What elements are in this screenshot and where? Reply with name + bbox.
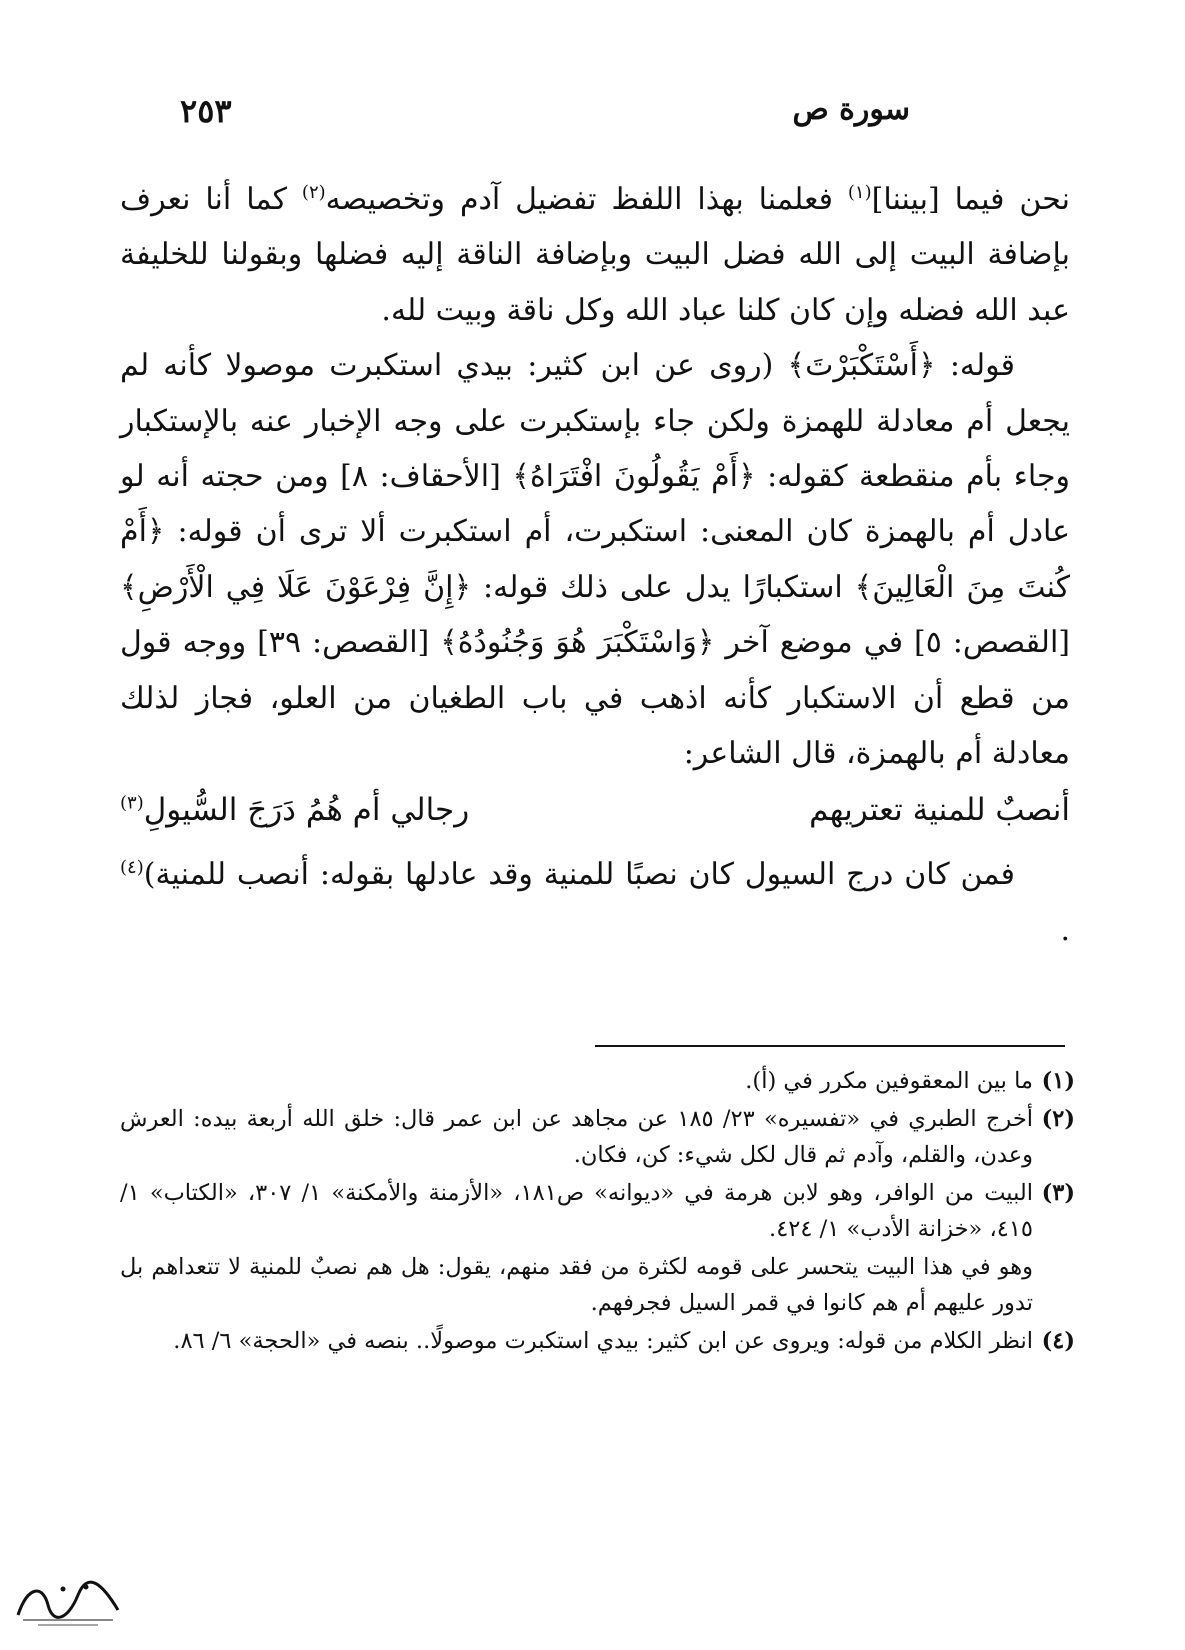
footnote-text: ما بين المعقوفين مكرر في (أ).: [745, 1068, 1033, 1094]
quran-quote: ﴿إِنَّ فِرْعَوْنَ عَلَا فِي الْأَرْضِ﴾: [120, 569, 472, 605]
quran-quote: ﴿وَاسْتَكْبَرَ هُوَ وَجُنُودُهُ﴾: [440, 625, 715, 661]
text-run: [الأحقاف: ٨] ومن حجته أنه لو عادل أم بالهمزة كان المعنى: استكبرت، أم استكبرت ألا ترى أن قوله:: [120, 459, 1070, 550]
footnote-number: (١): [1041, 1068, 1075, 1094]
footnote-number: (٢): [1041, 1106, 1075, 1132]
footnote-separator: [595, 1045, 1065, 1047]
footnote-2: [120, 1101, 1075, 1173]
paragraph-2: [120, 338, 1070, 781]
text-run: [القصص: ٥] في موضع آخر: [714, 625, 1070, 661]
footnote-text: البيت من الوافر، وهو لابن هرمة في «ديوانه» ص١٨١، «الأزمنة والأمكنة» ١/ ٣٠٧، «الكتاب» ١/ ٤١٥، «خزانة الأدب» ١/ ٤٢٤.: [120, 1180, 1033, 1242]
text-run: كما أنا نعرف بإضافة البيت إلى الله فضل البيت وبإضافة الناقة إليه فضلها وبقولنا للخليفة عبد الله فضله وإن كان كلنا عباد الله وكل ناقة وبيت لله.: [120, 182, 1070, 328]
footnote-ref-3[interactable]: (٣): [120, 793, 144, 815]
verse-text: رجالي أم هُمُ دَرَجَ السُّيولِ: [143, 792, 470, 829]
footnote-number: (٤): [1041, 1328, 1075, 1354]
verse-first-hemistich: أنصبٌ للمنية تعتريهم: [809, 792, 1070, 829]
publisher-logo: [8, 1575, 128, 1630]
text-run: استكبارًا يدل على ذلك قوله:: [471, 569, 855, 605]
footnote-3-continuation: وهو في هذا البيت يتحسر على قومه لكثرة من فقد منهم، يقول: هل هم نصبٌ للمنية لا تتعداهم بل تدور عليهم أم هم كانوا في قمر السيل فجرفهم.: [120, 1254, 1033, 1316]
page-number: ٢٥٣: [180, 92, 232, 130]
text-run: فمن كان درج السيول كان نصبًا للمنية وقد عادلها بقوله: أنصب للمنية): [143, 857, 1015, 893]
footnote-3: [120, 1175, 1075, 1247]
footnote-ref-2[interactable]: (٢): [301, 182, 326, 203]
main-text: [120, 172, 1070, 958]
paragraph-3: [120, 847, 1070, 958]
text-run: قوله:: [935, 348, 1015, 384]
footnote-1: [120, 1063, 1075, 1099]
running-title: سورة ص: [792, 92, 910, 127]
text-run: نحن فيما [بيننا]: [871, 182, 1070, 217]
footnote-4: [120, 1323, 1075, 1359]
quran-quote: ﴿أَمْ كُنتَ مِنَ الْعَالِينَ﴾: [120, 514, 1071, 605]
text-run: .: [1060, 912, 1070, 948]
footnote-text: انظر الكلام من قوله: ويروى عن ابن كثير: بيدي استكبرت موصولًا.. بنصه في «الحجة» ٦/ ٨٦.: [173, 1328, 1033, 1354]
poetry-verse: [120, 781, 1070, 847]
quran-quote: ﴿أَمْ يَقُولُونَ افْتَرَاهُ﴾: [512, 459, 756, 495]
footnote-ref-4[interactable]: (٤): [120, 857, 144, 879]
paragraph-1: [120, 172, 1070, 338]
footnote-text: أخرج الطبري في «تفسيره» ٢٣/ ١٨٥ عن مجاهد عن ابن عمر قال: خلق الله أربعة بيده: العرش وعدن، والقلم، وآدم ثم قال لكل شيء: كن، فكان.: [120, 1106, 1033, 1168]
footnotes: [120, 1063, 1075, 1361]
footnote-ref-1[interactable]: (١): [847, 182, 872, 203]
quran-quote: ﴿أَسْتَكْبَرْتَ﴾: [787, 348, 936, 384]
footnote-number: (٣): [1041, 1180, 1075, 1206]
text-run: فعلمنا بهذا اللفظ تفضيل آدم وتخصيصه: [325, 182, 848, 217]
verse-second-hemistich: [120, 781, 469, 839]
text-run: (روى عن ابن كثير: بيدي استكبرت موصولا كأنه لم يجعل أم معادلة للهمزة ولكن جاء بإستكبرت على وجه الإخبار عنه بالإستكبار وجاء بأم منقطعة كقوله:: [120, 348, 1071, 495]
text-run: [القصص: ٣٩] ووجه قول من قطع أن الاستكبار كأنه اذهب في باب الطغيان من العلو، فجاز لذلك معادلة أم بالهمزة، قال الشاعر:: [120, 625, 1070, 772]
